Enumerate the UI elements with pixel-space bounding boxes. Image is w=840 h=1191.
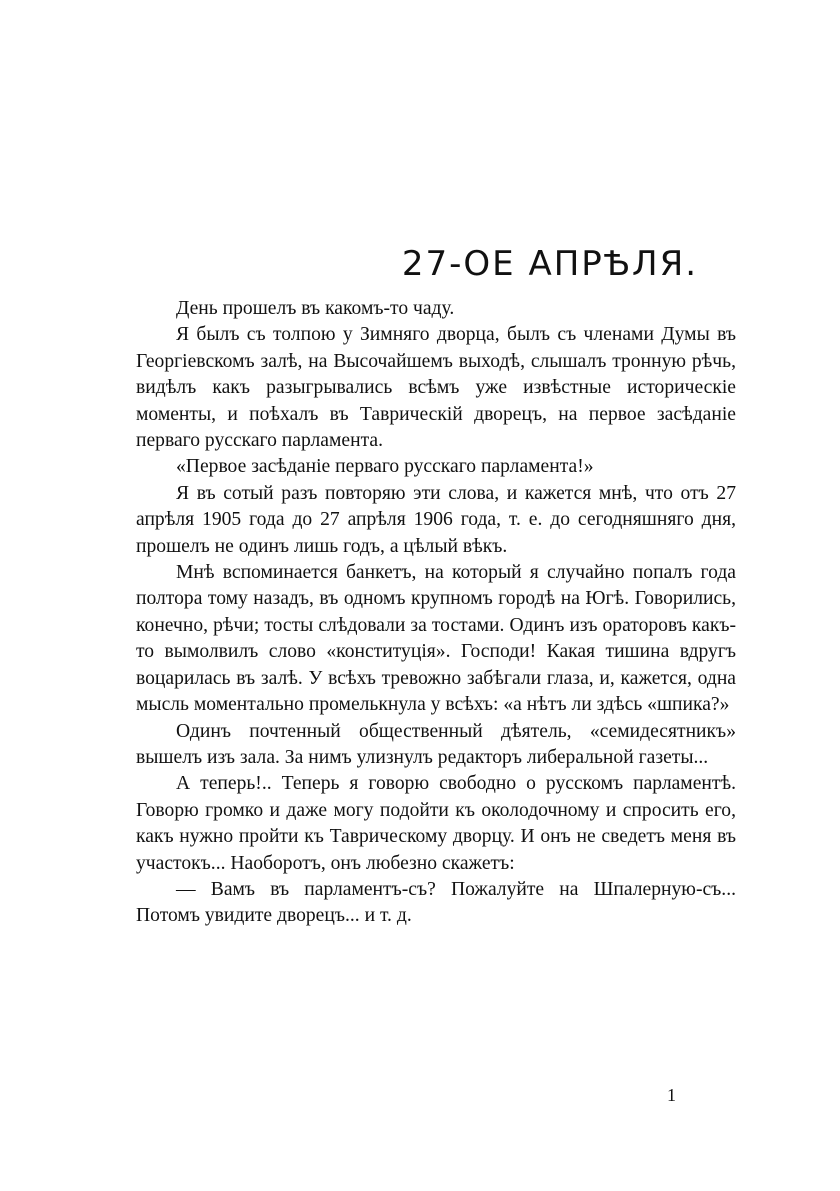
paragraph-2: Я былъ съ толпою у Зимняго дворца, былъ съ членами Думы въ Георгіевскомъ залѣ, на Высочайшемъ выходѣ, слышалъ тронную рѣчь, видѣлъ какъ разыгрывались всѣмъ уже извѣстные историческіе моменты, и поѣхалъ въ Таврическій дворецъ, на первое засѣданіе перваго русскаго парламента.	[136, 324, 736, 452]
paragraph-1: День прошелъ въ какомъ-то чаду.	[176, 298, 455, 319]
paragraph-3: «Первое засѣданіе перваго русскаго парламента!»	[176, 456, 594, 478]
page-number: 1	[667, 1085, 676, 1105]
chapter-heading: 27-ОЕ АПРѢЛЯ.	[401, 244, 698, 284]
paragraph-5: Мнѣ вспоминается банкетъ, на который я случайно попалъ года полтора тому назадъ, въ одномъ крупномъ городѣ на Югѣ. Говорились, конечно, рѣчи; тосты слѣдовали за тостами. Одинъ изъ ораторовъ какъ-то вымолвилъ слово «конституція». Господи! Какая тишина вдругъ воцарилась въ залѣ. У всѣхъ тревожно забѣгали глаза, и, кажется, одна мысль моментально промелькнула у всѣхъ: «а нѣтъ ли здѣсь «шпика?»	[136, 562, 736, 716]
paragraph-8-dialogue: — Вамъ въ парламентъ-съ? Пожалуйте на Шпалерную-съ... Потомъ увидите дворецъ... и т. д.	[136, 878, 736, 927]
paragraph-7: А теперь!.. Теперь я говорю свободно о русскомъ парламентѣ. Говорю громко и даже могу подойти къ околодочному и спросить его, какъ нужно пройти къ Таврическому дворцу. И онъ не сведетъ меня въ участокъ... Наоборотъ, онъ любезно скажетъ:	[136, 773, 736, 874]
body-text	[136, 296, 736, 930]
paragraph-6: Одинъ почтенный общественный дѣятель, «семидесятникъ» вышелъ изъ зала. За нимъ улизнулъ редакторъ либеральной газеты...	[136, 720, 736, 768]
paragraph-4: Я въ сотый разъ повторяю эти слова, и кажется мнѣ, что отъ 27 апрѣля 1905 года до 27 апрѣля 1906 года, т. е. до сегодняшняго дня, прошелъ не одинъ лишь годъ, а цѣлый вѣкъ.	[136, 482, 736, 557]
